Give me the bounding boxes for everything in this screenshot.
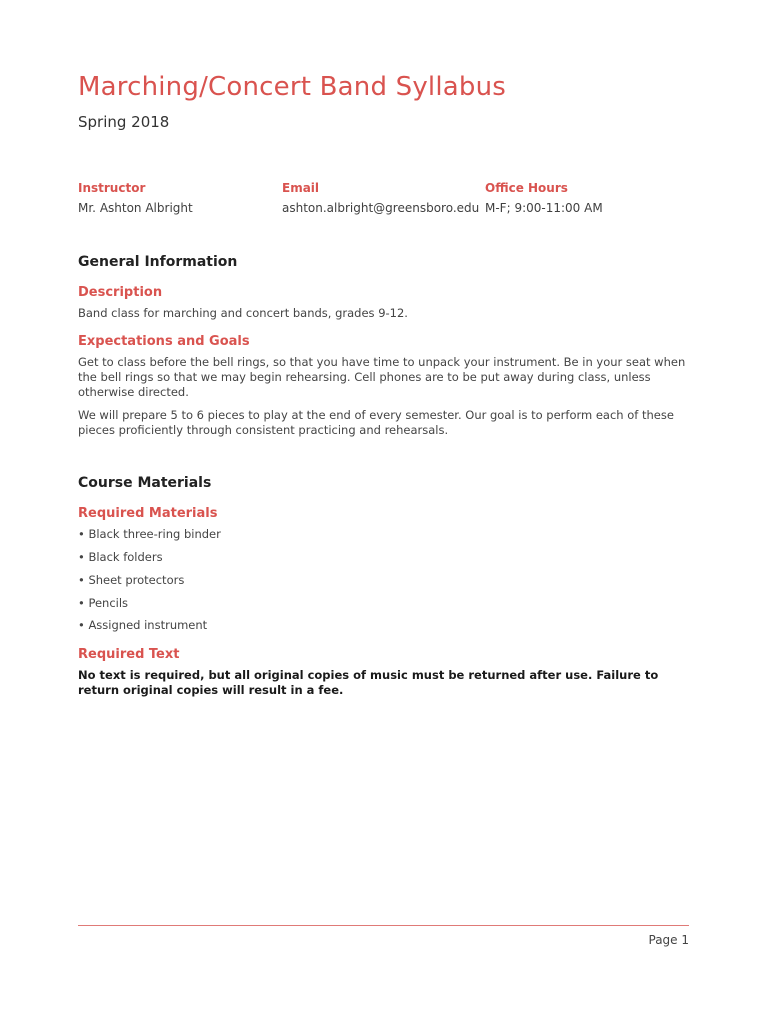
list-item: • Black three-ring binder [78,527,221,541]
required-materials-heading: Required Materials [78,506,218,521]
description-heading: Description [78,285,163,300]
document-term: Spring 2018 [78,113,170,131]
document-title: Marching/Concert Band Syllabus [78,72,507,102]
page-number: Page 1 [648,933,689,947]
list-item: • Assigned instrument [78,618,208,632]
list-item: • Pencils [78,596,129,610]
required-text-note: No text is required, but all original copies of music must be returned after use. Failure to return original copies will result in a fee. [78,668,659,697]
instructor-label: Instructor [78,181,146,195]
list-item: • Black folders [78,550,163,564]
expectations-heading: Expectations and Goals [78,334,250,349]
office-hours-label: Office Hours [485,181,568,195]
email-value: ashton.albright@greensboro.edu [282,201,480,215]
list-item: • Sheet protectors [78,573,185,587]
expectations-paragraph-2: We will prepare 5 to 6 pieces to play at the end of every semester. Our goal is to perform each of these pieces proficiently through consistent practicing and rehearsals. [78,408,674,437]
description-text: Band class for marching and concert bands, grades 9-12. [78,306,408,320]
email-label: Email [282,181,320,195]
required-text-heading: Required Text [78,647,180,662]
course-materials-heading: Course Materials [78,475,212,491]
instructor-value: Mr. Ashton Albright [78,201,193,215]
expectations-paragraph-1: Get to class before the bell rings, so that you have time to unpack your instrument. Be in your seat when the bell rings so that we may begin rehearsing. Cell phones are to be put away during class, unless otherwise directed. [78,355,686,399]
general-information-heading: General Information [78,254,238,270]
office-hours-value: M-F; 9:00-11:00 AM [485,201,603,215]
footer-divider [78,925,689,926]
